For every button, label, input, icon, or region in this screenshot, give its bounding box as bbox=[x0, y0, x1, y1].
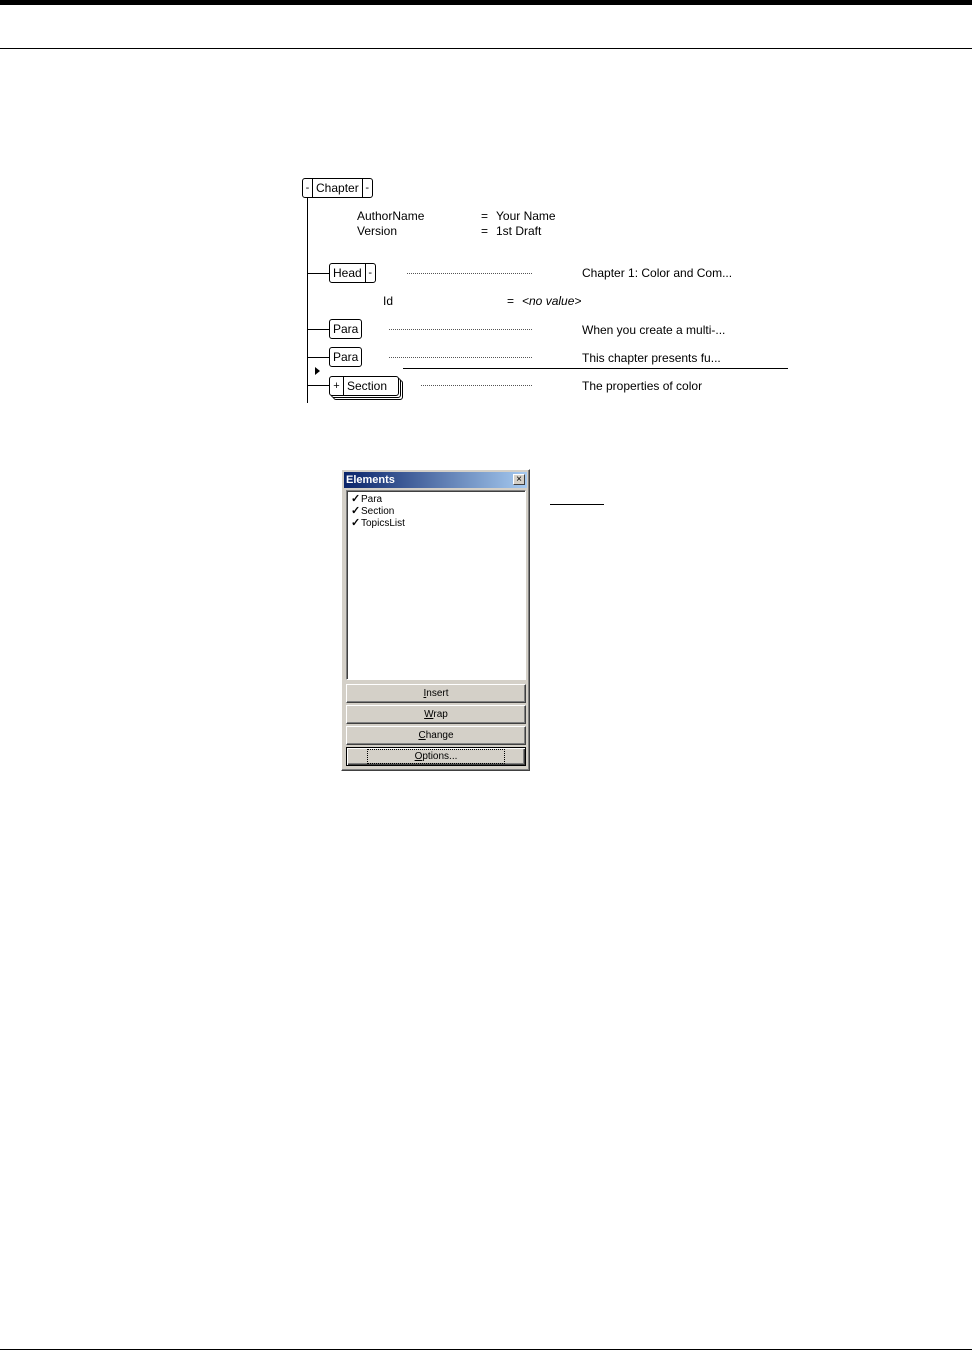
insert-label: nsert bbox=[426, 688, 449, 699]
checkmark-icon: ✓ bbox=[351, 517, 361, 529]
attr-version-eq: = bbox=[481, 224, 489, 238]
para1-label: Para bbox=[333, 322, 359, 336]
list-item-label: Section bbox=[361, 506, 395, 517]
wrap-accel: W bbox=[424, 709, 434, 720]
options-focus bbox=[369, 751, 504, 762]
head-label: Head bbox=[330, 264, 366, 282]
head-text-snippet: Chapter 1: Color and Com... bbox=[582, 266, 733, 280]
chapter-label: Chapter bbox=[313, 179, 363, 197]
attr-authorname-name: AuthorName bbox=[357, 209, 425, 223]
chapter-bubble[interactable] bbox=[302, 178, 373, 198]
para2-label: Para bbox=[333, 350, 359, 364]
insert-accel: I bbox=[423, 688, 427, 699]
wrap-button[interactable] bbox=[346, 705, 526, 724]
para2-leader bbox=[389, 357, 532, 358]
change-accel: C bbox=[418, 730, 426, 741]
section-text-snippet: The properties of color bbox=[582, 379, 703, 393]
attr-version-name: Version bbox=[357, 224, 398, 238]
list-item-label: Para bbox=[361, 494, 383, 505]
options-label: ptions... bbox=[422, 751, 458, 762]
checkmark-icon: ✓ bbox=[351, 505, 361, 517]
palette-title: Elements bbox=[346, 474, 395, 486]
palette-titlebar[interactable] bbox=[344, 472, 527, 488]
head-branch bbox=[307, 273, 329, 274]
tree-trunk bbox=[307, 197, 308, 403]
chapter-collapse-left-toggle[interactable]: - bbox=[303, 179, 313, 197]
para2-text-snippet: This chapter presents fu... bbox=[582, 351, 721, 365]
insert-button[interactable] bbox=[346, 684, 526, 703]
para1-text-snippet: When you create a multi-... bbox=[582, 323, 726, 337]
insertion-arrow-icon bbox=[315, 367, 320, 375]
section-leader bbox=[421, 385, 532, 386]
options-button[interactable] bbox=[346, 747, 526, 766]
checkmark-icon: ✓ bbox=[351, 493, 361, 505]
list-item-label: TopicsList bbox=[361, 518, 405, 529]
para1-leader bbox=[389, 329, 532, 330]
list-item[interactable] bbox=[351, 517, 405, 530]
section-bubble[interactable] bbox=[329, 376, 399, 396]
para1-bubble[interactable] bbox=[329, 319, 362, 339]
wrap-label: rap bbox=[433, 709, 448, 720]
head-leader bbox=[407, 273, 532, 274]
change-label: hange bbox=[425, 730, 454, 741]
attr-authorname-value[interactable]: Your Name bbox=[496, 209, 556, 223]
footer-rule bbox=[0, 1349, 972, 1350]
close-icon[interactable]: × bbox=[513, 474, 525, 485]
section-label: Section bbox=[347, 379, 388, 393]
section-branch bbox=[307, 385, 329, 386]
head-collapse-toggle[interactable]: - bbox=[368, 267, 373, 279]
attr-version-value[interactable]: 1st Draft bbox=[496, 224, 542, 238]
callout-line bbox=[550, 504, 604, 505]
para2-branch bbox=[307, 357, 329, 358]
attr-id-name: Id bbox=[383, 294, 394, 308]
attr-id-value[interactable]: <no value> bbox=[522, 294, 582, 308]
head-bubble[interactable] bbox=[329, 263, 376, 283]
change-button[interactable] bbox=[346, 726, 526, 745]
options-accel: O bbox=[414, 751, 423, 762]
header-rule bbox=[0, 48, 972, 49]
section-expand-toggle[interactable]: + bbox=[330, 377, 344, 395]
attr-id-eq: = bbox=[507, 294, 515, 308]
insertion-line bbox=[403, 368, 788, 369]
header-bar bbox=[0, 0, 972, 5]
attr-authorname-eq: = bbox=[481, 209, 489, 223]
elements-list[interactable] bbox=[346, 490, 526, 680]
para2-bubble[interactable] bbox=[329, 347, 362, 367]
chapter-collapse-right-toggle[interactable]: - bbox=[365, 182, 370, 194]
para1-branch bbox=[307, 329, 329, 330]
elements-palette bbox=[341, 469, 530, 771]
